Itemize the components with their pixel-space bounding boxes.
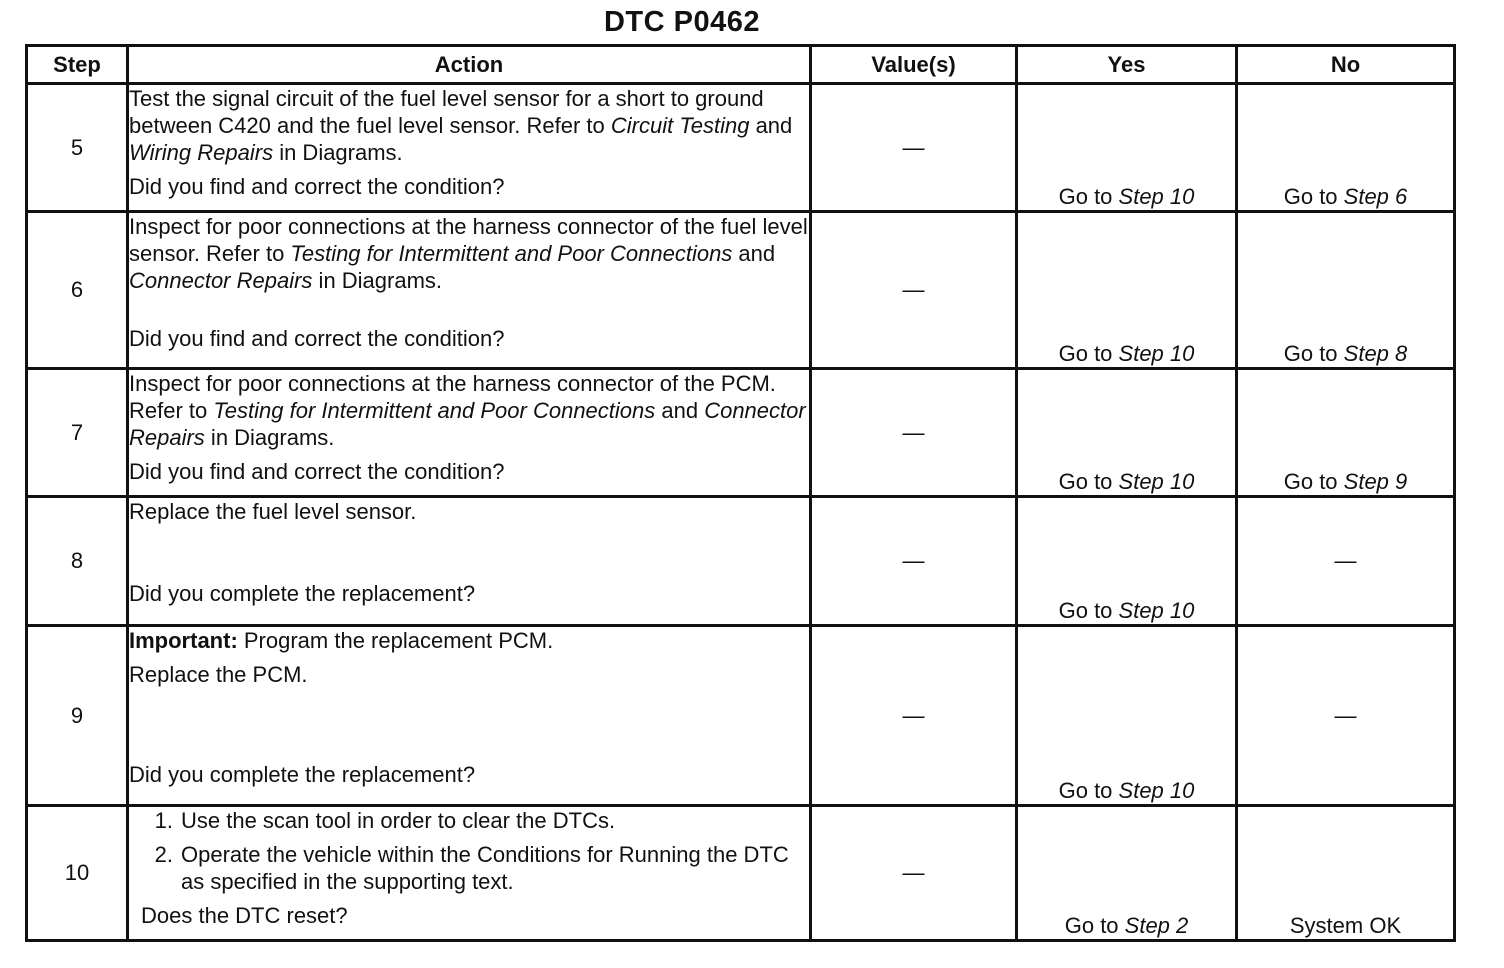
value-cell: — (811, 626, 1017, 806)
table-row (27, 626, 1455, 806)
yes-cell: Go to Step 10 (1017, 212, 1237, 369)
action-cell (128, 84, 811, 212)
no-cell: — (1237, 626, 1455, 806)
step-cell: 7 (27, 369, 128, 497)
yes-cell: Go to Step 10 (1017, 84, 1237, 212)
action-cell (128, 369, 811, 497)
table-header-row (27, 46, 1455, 84)
action-question: Did you complete the replacement? (129, 762, 476, 787)
step-cell: 8 (27, 497, 128, 626)
header-yes: Yes (1017, 46, 1237, 84)
action-cell (128, 626, 811, 806)
dtc-table (25, 44, 1456, 942)
important-note: Important: Program the replacement PCM. (129, 628, 554, 653)
yes-cell: Go to Step 10 (1017, 369, 1237, 497)
list-item: 2. Operate the vehicle within the Conditions for Running the DTC as specified in the supporting text. (154, 842, 789, 894)
no-cell: Go to Step 6 (1237, 84, 1455, 212)
action-text: Replace the fuel level sensor. (129, 499, 417, 524)
step-cell: 10 (27, 806, 128, 941)
yes-cell: Go to Step 10 (1017, 626, 1237, 806)
step-cell: 9 (27, 626, 128, 806)
action-text: Inspect for poor connections at the harness connector of the PCM. Refer to Testing for Intermittent and Poor Connections and Connector Repairs in Diagrams. (129, 371, 806, 450)
action-cell (128, 497, 811, 626)
header-no: No (1237, 46, 1455, 84)
no-cell: System OK (1237, 806, 1455, 941)
value-cell: — (811, 212, 1017, 369)
action-cell (128, 212, 811, 369)
yes-step-link[interactable]: Step 10 (1118, 598, 1195, 623)
header-action: Action (128, 46, 811, 84)
yes-cell: Go to Step 10 (1017, 497, 1237, 626)
no-step-link[interactable]: Step 6 (1343, 184, 1408, 209)
table-row (27, 806, 1455, 941)
value-cell: — (811, 806, 1017, 941)
action-question: Did you find and correct the condition? (129, 174, 505, 199)
action-question: Did you find and correct the condition? (129, 459, 505, 484)
no-cell: — (1237, 497, 1455, 626)
no-cell: Go to Step 8 (1237, 212, 1455, 369)
no-step-link[interactable]: Step 8 (1343, 341, 1408, 366)
table-row (27, 84, 1455, 212)
header-values: Value(s) (811, 46, 1017, 84)
action-question: Did you complete the replacement? (129, 581, 476, 606)
action-text: Inspect for poor connections at the harness connector of the fuel level sensor. Refer to Testing for Intermittent and Poor Connections and Connector Repairs in Diagrams. (129, 214, 808, 293)
yes-step-link[interactable]: Step 10 (1118, 184, 1195, 209)
yes-cell: Go to Step 2 (1017, 806, 1237, 941)
value-cell: — (811, 369, 1017, 497)
step-cell: 6 (27, 212, 128, 369)
action-question: Did you find and correct the condition? (129, 326, 505, 351)
no-cell: Go to Step 9 (1237, 369, 1455, 497)
yes-step-link[interactable]: Step 2 (1124, 913, 1189, 938)
page-title: DTC P0462 (603, 6, 760, 38)
header-step: Step (27, 46, 128, 84)
table-row (27, 212, 1455, 369)
step-cell: 5 (27, 84, 128, 212)
table-row (27, 369, 1455, 497)
action-cell (128, 806, 811, 941)
yes-step-link[interactable]: Step 10 (1118, 341, 1195, 366)
action-question: Does the DTC reset? (141, 903, 348, 928)
action-text: Replace the PCM. (129, 662, 308, 687)
value-cell: — (811, 497, 1017, 626)
yes-step-link[interactable]: Step 10 (1118, 469, 1195, 494)
table-row (27, 497, 1455, 626)
no-step-link[interactable]: Step 9 (1343, 469, 1408, 494)
action-text: Test the signal circuit of the fuel level sensor for a short to ground between C420 and the fuel level sensor. Refer to Circuit Testing and Wiring Repairs in Diagrams. (129, 86, 793, 165)
list-item: 1. Use the scan tool in order to clear the DTCs. (154, 808, 616, 833)
value-cell: — (811, 84, 1017, 212)
yes-step-link[interactable]: Step 10 (1118, 778, 1195, 803)
